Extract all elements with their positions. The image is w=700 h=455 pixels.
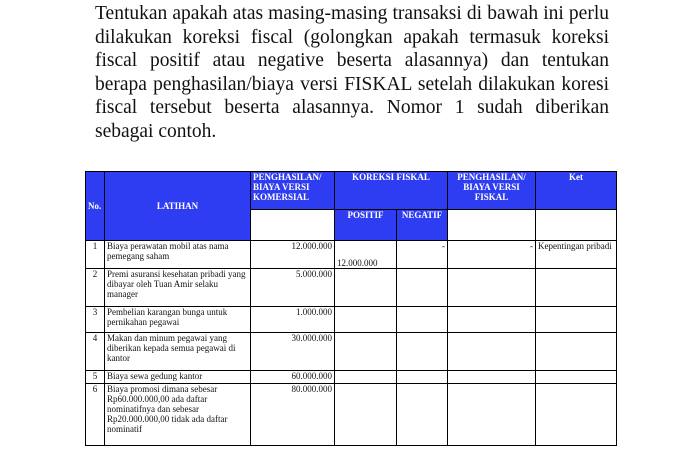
row-latihan: Biaya perawatan mobil atas nama pemegang saham <box>105 241 251 269</box>
row-fiskal <box>448 371 536 384</box>
row-no: 1 <box>86 241 105 269</box>
table-row <box>86 371 617 384</box>
row-positif <box>335 384 397 446</box>
row-komersial: 60.000.000 <box>251 371 335 384</box>
row-ket: Kepentingan pribadi <box>536 241 617 269</box>
row-positif <box>335 269 397 307</box>
row-latihan: Premi asuransi kesehatan pribadi yang dibayar oleh Tuan Amir selaku manager <box>105 269 251 307</box>
instruction-paragraph: Tentukan apakah atas masing-masing transaksi di bawah ini perlu dilakukan koreksi fiscal (golongkan apakah termasuk koreksi fiscal positif atau negative beserta alasannya) dan tentukan berapa penghasilan/biaya versi FISKAL setelah dilakukan koresi fiscal tersebut beserta alasannya. Nomor 1 sudah diberikan sebagai contoh. <box>95 3 609 142</box>
row-ket <box>536 384 617 446</box>
row-negatif <box>397 384 448 446</box>
row-positif <box>335 307 397 333</box>
row-latihan: Biaya promosi dimana sebesar Rp60.000.000,00 ada daftar nominatifnya dan sebesar Rp20.000.000,00 tidak ada daftar nominatif <box>105 384 251 446</box>
header-negatif: NEGATIF <box>397 210 448 241</box>
row-negatif <box>397 333 448 371</box>
row-latihan: Pembelian karangan bunga untuk pernikahan pegawai <box>105 307 251 333</box>
row-komersial: 30.000.000 <box>251 333 335 371</box>
row-ket <box>536 307 617 333</box>
row-ket <box>536 333 617 371</box>
exercise-table <box>85 171 617 446</box>
row-ket <box>536 371 617 384</box>
row-fiskal: - <box>448 241 536 269</box>
row-ket <box>536 269 617 307</box>
row-fiskal <box>448 333 536 371</box>
row-fiskal <box>448 269 536 307</box>
table-row <box>86 241 617 269</box>
table-row <box>86 307 617 333</box>
header-fiskal-blank <box>448 210 536 241</box>
table-row <box>86 269 617 307</box>
row-no: 6 <box>86 384 105 446</box>
row-fiskal <box>448 384 536 446</box>
row-komersial: 1.000.000 <box>251 307 335 333</box>
row-komersial: 80.000.000 <box>251 384 335 446</box>
row-latihan: Biaya sewa gedung kantor <box>105 371 251 384</box>
header-positif: POSITIF <box>335 210 397 241</box>
row-negatif <box>397 307 448 333</box>
row-no: 3 <box>86 307 105 333</box>
table-row <box>86 384 617 446</box>
header-ket: Ket <box>536 172 617 210</box>
row-no: 5 <box>86 371 105 384</box>
row-no: 4 <box>86 333 105 371</box>
row-negatif <box>397 269 448 307</box>
row-negatif: - <box>397 241 448 269</box>
header-komersial-blank <box>251 210 335 241</box>
row-komersial: 12.000.000 <box>251 241 335 269</box>
row-negatif <box>397 371 448 384</box>
row-positif <box>335 371 397 384</box>
header-ket-blank <box>536 210 617 241</box>
header-latihan: LATIHAN <box>105 172 251 241</box>
row-positif <box>335 333 397 371</box>
row-komersial: 5.000.000 <box>251 269 335 307</box>
header-koreksi-fiskal: KOREKSI FISKAL <box>335 172 448 210</box>
header-fiskal: PENGHASILAN/ BIAYA VERSI FISKAL <box>448 172 536 210</box>
header-no: No. <box>86 172 105 241</box>
row-positif: 12.000.000 <box>335 241 397 269</box>
row-fiskal <box>448 307 536 333</box>
table-row <box>86 333 617 371</box>
header-komersial: PENGHASILAN/ BIAYA VERSI KOMERSIAL <box>251 172 335 210</box>
row-no: 2 <box>86 269 105 307</box>
row-latihan: Makan dan minum pegawai yang diberikan kepada semua pegawai di kantor <box>105 333 251 371</box>
